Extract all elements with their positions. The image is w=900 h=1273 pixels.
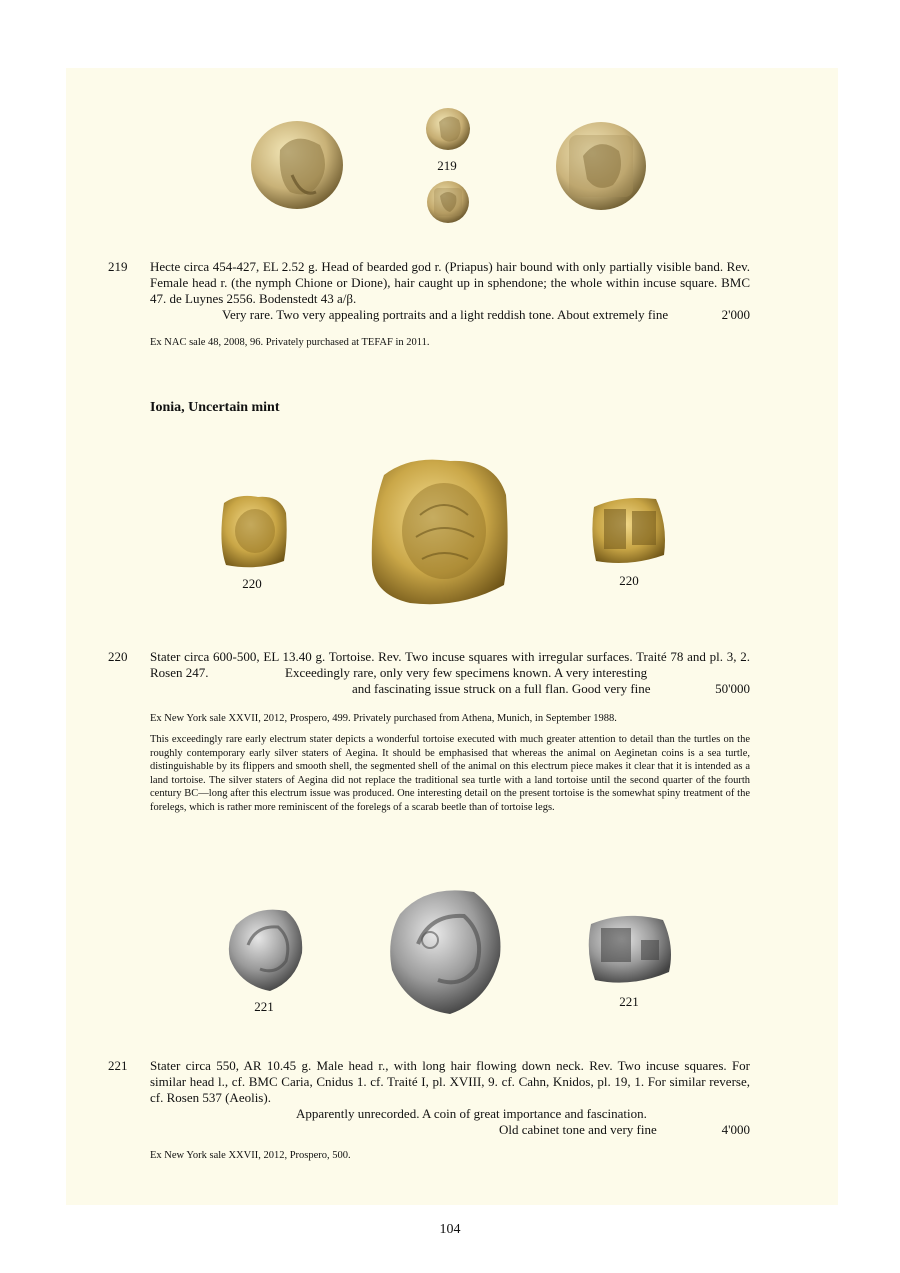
lot-220-description-text: Stater circa 600-500, EL 13.40 g. Tortoise. Rev. Two incuse squares with irregular surfaces. Traité 78 and pl. 3, 2. Rosen 247. — [150, 649, 750, 680]
lot-220-provenance: Ex New York sale XXVII, 2012, Prospero, 499. Privately purchased from Athena, Munich, in September 1988. — [150, 713, 617, 724]
lot-221-image-caption-obverse: 221 — [254, 999, 274, 1014]
lot-221-grade-1: Apparently unrecorded. A coin of great importance and fascination. — [296, 1106, 647, 1121]
coin-221-reverse-image — [585, 910, 675, 988]
lot-221-provenance: Ex New York sale XXVII, 2012, Prospero, 500. — [150, 1150, 351, 1161]
coin-221-obverse-small-image — [226, 905, 304, 993]
lot-221-image-caption-reverse: 221 — [619, 994, 639, 1009]
coin-221-obverse-large-image — [386, 884, 504, 1016]
coin-220-obverse-large-image — [370, 455, 510, 607]
lot-220-image-caption-obverse: 220 — [242, 576, 262, 591]
lot-220-price: 50'000 — [715, 681, 750, 696]
coin-219-small-reverse-image — [426, 180, 470, 224]
section-heading: Ionia, Uncertain mint — [150, 400, 280, 415]
lot-219-provenance: Ex NAC sale 48, 2008, 96. Privately purchased at TEFAF in 2011. — [150, 337, 430, 348]
lot-221-grade-2: Old cabinet tone and very fine — [499, 1122, 657, 1137]
coin-219-obverse-image — [250, 120, 344, 210]
coin-220-obverse-small-image — [218, 493, 288, 569]
coin-219-reverse-image — [555, 121, 647, 211]
lot-221-description: Stater circa 550, AR 10.45 g. Male head r., with long hair flowing down neck. Rev. Two incuse squares. For similar head l., cf. BMC Caria, Cnidus 1. cf. Traité I, pl. XVIII, 9. cf. Cahn, Knidos, pl. 19, 1. For similar reverse, cf. Rosen 537 (Aeolis). — [150, 1058, 750, 1105]
lot-219-number: 219 — [108, 259, 128, 274]
lot-220-image-caption-reverse: 220 — [619, 573, 639, 588]
lot-221-number: 221 — [108, 1058, 128, 1073]
page-number: 104 — [439, 1222, 461, 1237]
lot-220-grade-1: Exceedingly rare, only very few specimens known. A very interesting — [285, 665, 648, 680]
lot-219-image-caption: 219 — [437, 158, 457, 173]
lot-219-description: Hecte circa 454-427, EL 2.52 g. Head of bearded god r. (Priapus) hair bound with only partially visible band. Rev. Female head r. (the nymph Chione or Dione), hair caught up in sphendone; the whole within incuse square. BMC 47. de Luynes 2556. Bodenstedt 43 a/β. — [150, 259, 750, 306]
coin-220-reverse-image — [590, 495, 668, 567]
catalogue-panel — [66, 68, 838, 1205]
lot-220-commentary: This exceedingly rare early electrum stater depicts a wonderful tortoise executed with much greater attention to detail than the turtles on the roughly contemporary early silver staters of Aegina. It should be emphasised that whereas the animal on Aeginetan coins is a sea turtle, distinguishable by its flippers and smooth shell, the segmented shell of the animal on this electrum piece makes it clear that it is intended as a land tortoise. The silver staters of Aegina did not replace the traditional sea turtle with a land tortoise until the second quarter of the fourth century BC—long after this electrum issue was produced. One interesting detail on the present tortoise is the somewhat spiny treatment of the forelegs, which is rather more reminiscent of the forelegs of a scarab beetle than of tortoise legs. — [150, 734, 750, 813]
coin-219-small-obverse-image — [425, 107, 471, 151]
lot-221-price: 4'000 — [721, 1122, 750, 1137]
lot-219-price: 2'000 — [721, 307, 750, 322]
lot-220-number: 220 — [108, 649, 128, 664]
lot-220-grade-2: and fascinating issue struck on a full flan. Good very fine — [352, 681, 651, 696]
lot-219-grade: Very rare. Two very appealing portraits and a light reddish tone. About extremely fine — [222, 307, 669, 322]
